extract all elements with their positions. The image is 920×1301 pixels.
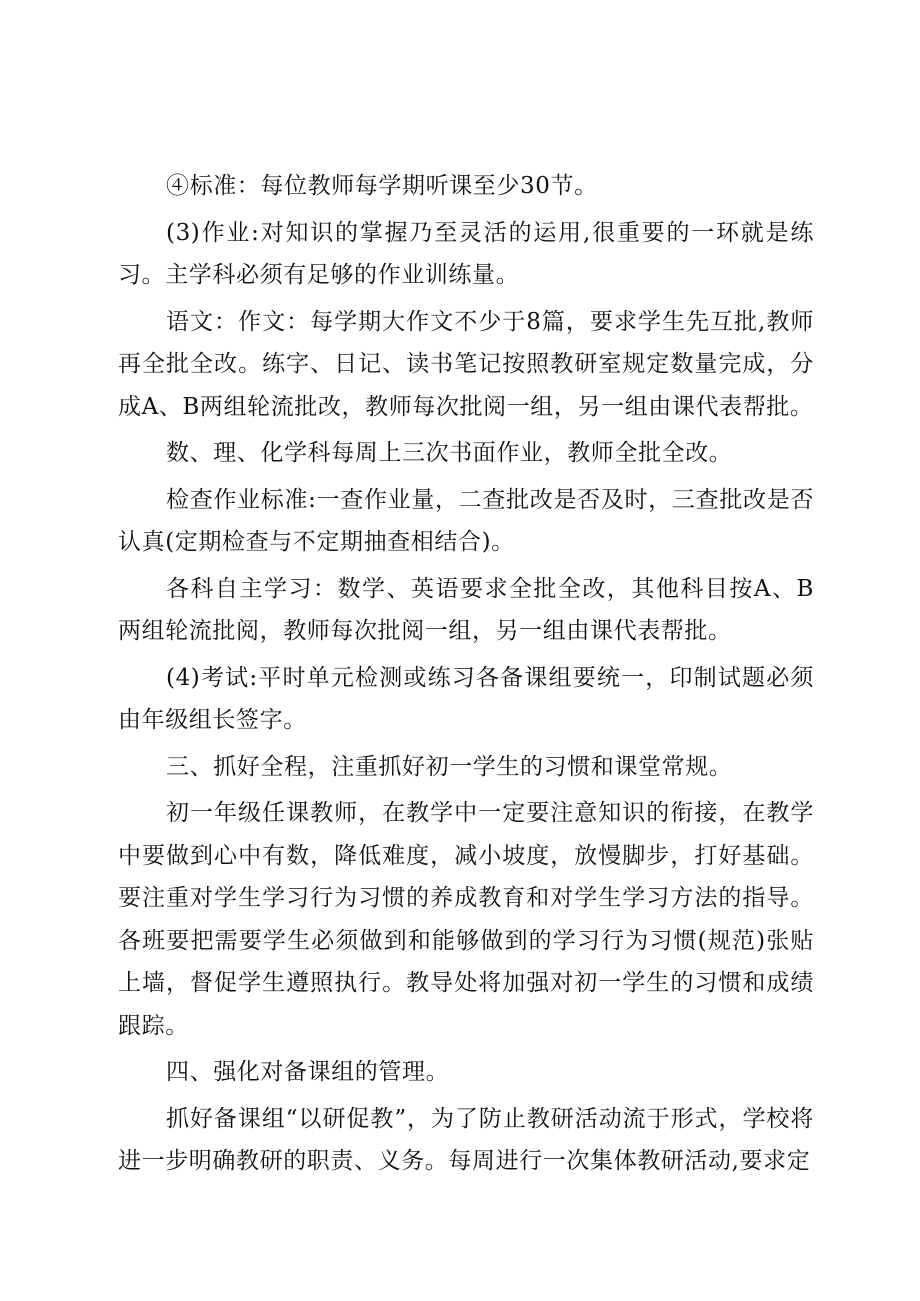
paragraph-exams: (4)考试:平时单元检测或练习各备课组要统一，印制试题必须由年级组长签字。 xyxy=(118,664,814,733)
paragraph-grade-one-teaching: 初一年级任课教师，在教学中一定要注意知识的衔接，在教学中要做到心中有数，降低难度，减小坡度，放慢脚步，打好基础。要注重对学生学习行为习惯的养成教育和对学生学习方法的指导。各班要把需要学生必须做到和能够做到的学习行为习惯(规范)张贴上墙，督促学生遵照执行。教导处将加强对初一学生的习惯和成绩跟踪。 xyxy=(118,800,814,1039)
paragraph-listening-standard: ④标准：每位教师每学期听课至少30节。 xyxy=(166,173,598,199)
section-heading-three: 三、抓好全程，注重抓好初一学生的习惯和课堂常规。 xyxy=(166,753,733,780)
paragraph-homework-check-standard: 检查作业标准:一查作业量，二查批改是否及时，三查批改是否认真(定期检查与不定期抽查相结合)。 xyxy=(118,486,814,555)
paragraph-lesson-prep-group: 抓好备课组“以研促教”，为了防止教研活动流于形式，学校将进一步明确教研的职责、义务。每周进行一次集体教研活动,要求定 xyxy=(118,1105,814,1174)
section-heading-four: 四、强化对备课组的管理。 xyxy=(166,1059,450,1085)
paragraph-homework: (3)作业:对知识的掌握乃至灵活的运用,很重要的一环就是练习。主学科必须有足够的作业训练量。 xyxy=(118,219,814,288)
paragraph-math-science-homework: 数、理、化学科每周上三次书面作业，教师全批全改。 xyxy=(166,440,733,466)
paragraph-self-study: 各科自主学习：数学、英语要求全批全改，其他科目按A、B两组轮流批阅，教师每次批阅一组，另一组由课代表帮批。 xyxy=(118,575,814,644)
document-body xyxy=(118,165,814,1183)
paragraph-chinese-composition: 语文：作文：每学期大作文不少于8篇，要求学生先互批,教师再全批全改。练字、日记、读书笔记按照教研室规定数量完成，分成A、B两组轮流批改，教师每次批阅一组，另一组由课代表帮批。 xyxy=(118,308,814,420)
